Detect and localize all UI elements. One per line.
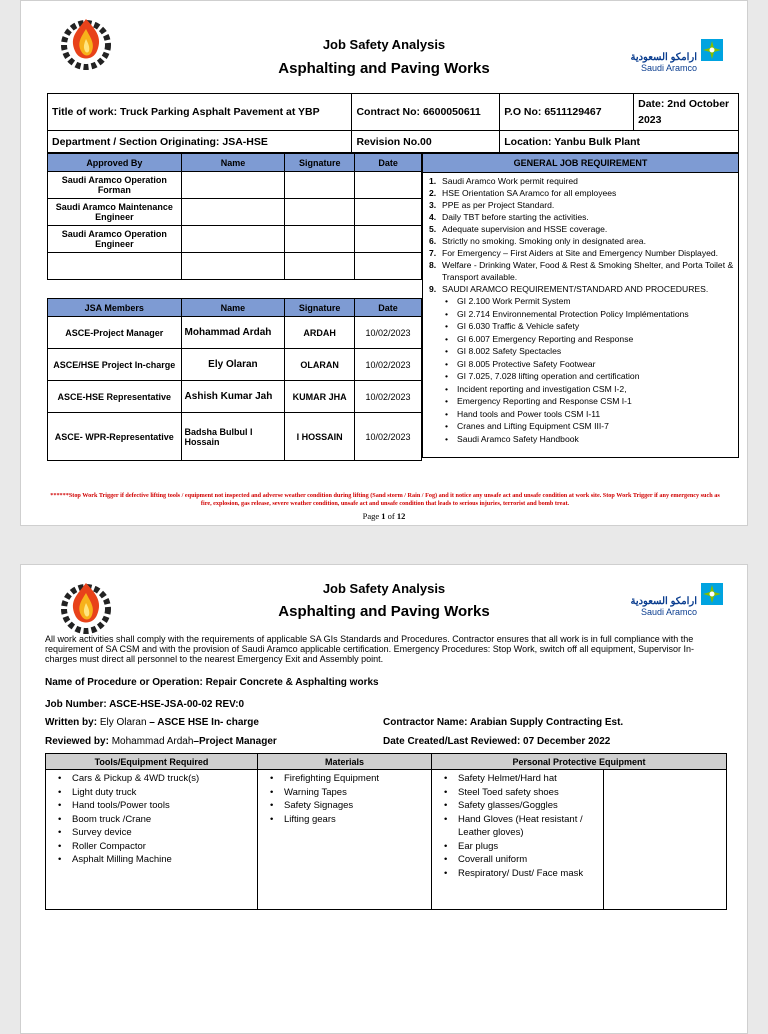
table-row: [48, 413, 422, 461]
contract-number: Contract No: 6600050611: [352, 94, 500, 131]
doc-subtitle: Asphalting and Paving Works: [278, 60, 490, 77]
title-of-work: Title of work: Truck Parking Asphalt Pavement at YBP: [48, 94, 352, 131]
col-signature: Signature: [285, 154, 355, 172]
general-job-requirement-heading: GENERAL JOB REQUIREMENT: [423, 154, 738, 173]
standard-item: • GI 7.025, 7.028 lifting operation and certification: [445, 371, 640, 381]
member-date: 10/02/2023: [355, 349, 422, 381]
general-job-requirement-panel: [422, 153, 739, 458]
table-row: [48, 381, 422, 413]
member-name: Ashish Kumar Jah: [181, 381, 285, 413]
doc-title: Job Safety Analysis: [322, 581, 446, 596]
written-by: Written by: Ely Olaran – ASCE HSE In- charge: [45, 717, 259, 728]
job-number: Job Number: ASCE-HSE-JSA-00-02 REV:0: [45, 699, 245, 710]
member-date: 10/02/2023: [355, 381, 422, 413]
member-role: ASCE- WPR-Representative: [48, 413, 182, 461]
contractor-name: Contractor Name: Arabian Supply Contracting Est.: [383, 717, 624, 728]
procedure-name: Name of Procedure or Operation: Repair Concrete & Asphalting works: [45, 677, 379, 688]
standard-item: • GI 8.002 Safety Spectacles: [445, 346, 562, 356]
member-name: Mohammad Ardah: [181, 317, 285, 349]
col-approved-by: Approved By: [48, 154, 182, 172]
list-item: • Warning Tapes: [270, 786, 347, 798]
approvals-table: [47, 153, 422, 280]
document-page-2: [20, 564, 748, 1034]
tools-list: [46, 770, 258, 910]
materials-list: [258, 770, 432, 910]
jsa-members-table: [47, 298, 422, 461]
standard-item: • Emergency Reporting and Response CSM I-1: [445, 396, 632, 406]
member-name: Badsha Bulbul I Hossain: [181, 413, 285, 461]
member-name: Ely Olaran: [181, 349, 285, 381]
standard-item: • GI 6.007 Emergency Reporting and Response: [445, 333, 634, 344]
reviewed-by: Reviewed by: Mohammad Ardah–Project Manager: [45, 736, 277, 747]
list-item: • Coverall uniform: [444, 854, 528, 865]
member-signature: KUMAR JHA: [285, 381, 355, 413]
aramco-star-icon: [701, 39, 723, 61]
list-item: • Light duty truck: [58, 786, 137, 798]
requirement-item: 4. Daily TBT before starting the activities.: [429, 212, 589, 222]
aramco-english-text: Saudi Aramco: [640, 607, 697, 617]
col-date: Date: [355, 299, 422, 317]
col-signature: Signature: [285, 299, 355, 317]
aramco-star-icon: [701, 583, 723, 605]
requirement-item: 2. HSE Orientation SA Aramco for all employees: [429, 188, 617, 198]
list-item: • Asphalt Milling Machine: [58, 854, 172, 865]
page-number: Page 1 of 12: [362, 511, 406, 521]
member-signature: ARDAH: [285, 317, 355, 349]
approver-role: Saudi Aramco Operation Engineer: [48, 226, 182, 253]
requirement-item: 1. Saudi Aramco Work permit required: [429, 176, 578, 186]
col-ppe: Personal Protective Equipment: [432, 754, 727, 770]
date-created: Date Created/Last Reviewed: 07 December 2022: [383, 736, 611, 747]
member-signature: I HOSSAIN: [285, 413, 355, 461]
table-row: [48, 349, 422, 381]
approver-role: [48, 253, 182, 280]
document-page-1: [20, 0, 748, 526]
document-date: Date: 2nd October 2023: [634, 94, 739, 131]
po-number: P.O No: 6511129467: [500, 94, 634, 131]
requirement-item: 7. For Emergency – First Aiders at Site and Emergency Number Displayed.: [429, 248, 719, 258]
member-date: 10/02/2023: [355, 317, 422, 349]
col-name: Name: [181, 154, 285, 172]
member-role: ASCE-HSE Representative: [48, 381, 182, 413]
list-item: • Hand tools/Power tools: [58, 800, 170, 811]
member-role: ASCE/HSE Project In-charge: [48, 349, 182, 381]
member-role: ASCE-Project Manager: [48, 317, 182, 349]
list-item: • Firefighting Equipment: [270, 773, 380, 784]
member-date: 10/02/2023: [355, 413, 422, 461]
approver-role: Saudi Aramco Operation Forman: [48, 172, 182, 199]
header-info-table: [47, 93, 739, 153]
requirement-item: 8. Welfare - Drinking Water, Food & Rest & Smoking Shelter, and Porta Toilet & Transport available.: [429, 260, 734, 282]
list-item: • Steel Toed safety shoes: [444, 786, 559, 798]
list-item: • Hand Gloves (Heat resistant / Leather gloves): [444, 813, 583, 838]
col-date: Date: [355, 154, 422, 172]
member-signature: OLARAN: [285, 349, 355, 381]
list-item: • Safety glasses/Goggles: [444, 800, 558, 811]
requirement-item: 6. Strictly no smoking. Smoking only in designated area.: [429, 236, 646, 246]
tools-materials-ppe-table: [45, 753, 727, 910]
col-jsa-members: JSA Members: [48, 299, 182, 317]
list-item: • Safety Signages: [270, 800, 354, 811]
standard-item: • Cranes and Lifting Equipment CSM III-7: [445, 421, 609, 431]
list-item: • Boom truck /Crane: [58, 813, 152, 825]
standard-item: • Incident reporting and investigation CSM I-2,: [445, 383, 627, 394]
col-materials: Materials: [258, 754, 432, 770]
list-item: • Survey device: [58, 827, 132, 838]
aramco-arabic-text: ارامكو السعودية: [630, 596, 697, 607]
list-item: • Respiratory/ Dust/ Face mask: [444, 867, 584, 879]
doc-title: Job Safety Analysis: [322, 37, 446, 52]
doc-subtitle: Asphalting and Paving Works: [278, 603, 490, 620]
aramco-english-text: Saudi Aramco: [640, 63, 697, 73]
list-item: • Lifting gears: [270, 813, 336, 825]
table-row: [48, 317, 422, 349]
compliance-intro-paragraph: All work activities shall comply with the requirements of applicable SA GIs Standards and Procedures. Contractor ensures that all work is in full compliance with the requirement of SA CSM and with the provision of Saudi Aramco applicable certification. Emergency Procedures: Stop Work, switch off all equipment, Supervisor In-charges must direct all personnel to the nearest Emergency Exit and Assembly point.: [45, 634, 694, 664]
revision-number: Revision No.00: [352, 131, 500, 153]
standard-item: • Saudi Aramco Safety Handbook: [445, 433, 579, 444]
department-section: Department / Section Originating: JSA-HSE: [48, 131, 352, 153]
approver-role: Saudi Aramco Maintenance Engineer: [48, 199, 182, 226]
standard-item: • GI 2.714 Environnemental Protection Policy Implémentations: [445, 308, 689, 319]
list-item: • Ear plugs: [444, 840, 499, 852]
list-item: • Safety Helmet/Hard hat: [444, 773, 557, 784]
standard-item: • Hand tools and Power tools CSM I-11: [445, 408, 601, 419]
standard-item: • GI 8.005 Protective Safety Footwear: [445, 358, 596, 369]
location: Location: Yanbu Bulk Plant: [500, 131, 739, 153]
ppe-blank-cell: [604, 770, 727, 910]
aramco-arabic-text: ارامكو السعودية: [630, 52, 697, 63]
ppe-list: [432, 770, 604, 910]
list-item: • Cars & Pickup & 4WD truck(s): [58, 773, 200, 784]
requirement-item: 5. Adequate supervision and HSSE coverage.: [429, 224, 608, 234]
requirement-item: 9. SAUDI ARAMCO REQUIREMENT/STANDARD AND PROCEDURES.: [429, 284, 709, 294]
standard-item: • GI 2.100 Work Permit System: [445, 296, 571, 306]
col-tools: Tools/Equipment Required: [46, 754, 258, 770]
list-item: • Roller Compactor: [58, 840, 146, 852]
standard-item: • GI 6.030 Traffic & Vehicle safety: [445, 321, 580, 331]
stop-work-trigger-note: ******Stop Work Trigger if defective lifting tools / equipment not inspected and adverse weather condition during lifting (Sand storm / Rain / Fog) and it notice any unsafe act and unsafe condition at work site. Stop Work Trigger if any emergency such as fire, explosion, gas release, severe weather condition, unsafe act and unsafe condition that leads to serious injuries, terrorist and bomb treat.: [50, 492, 720, 507]
requirement-item: 3. PPE as per Project Standard.: [429, 200, 555, 210]
col-name: Name: [181, 299, 285, 317]
